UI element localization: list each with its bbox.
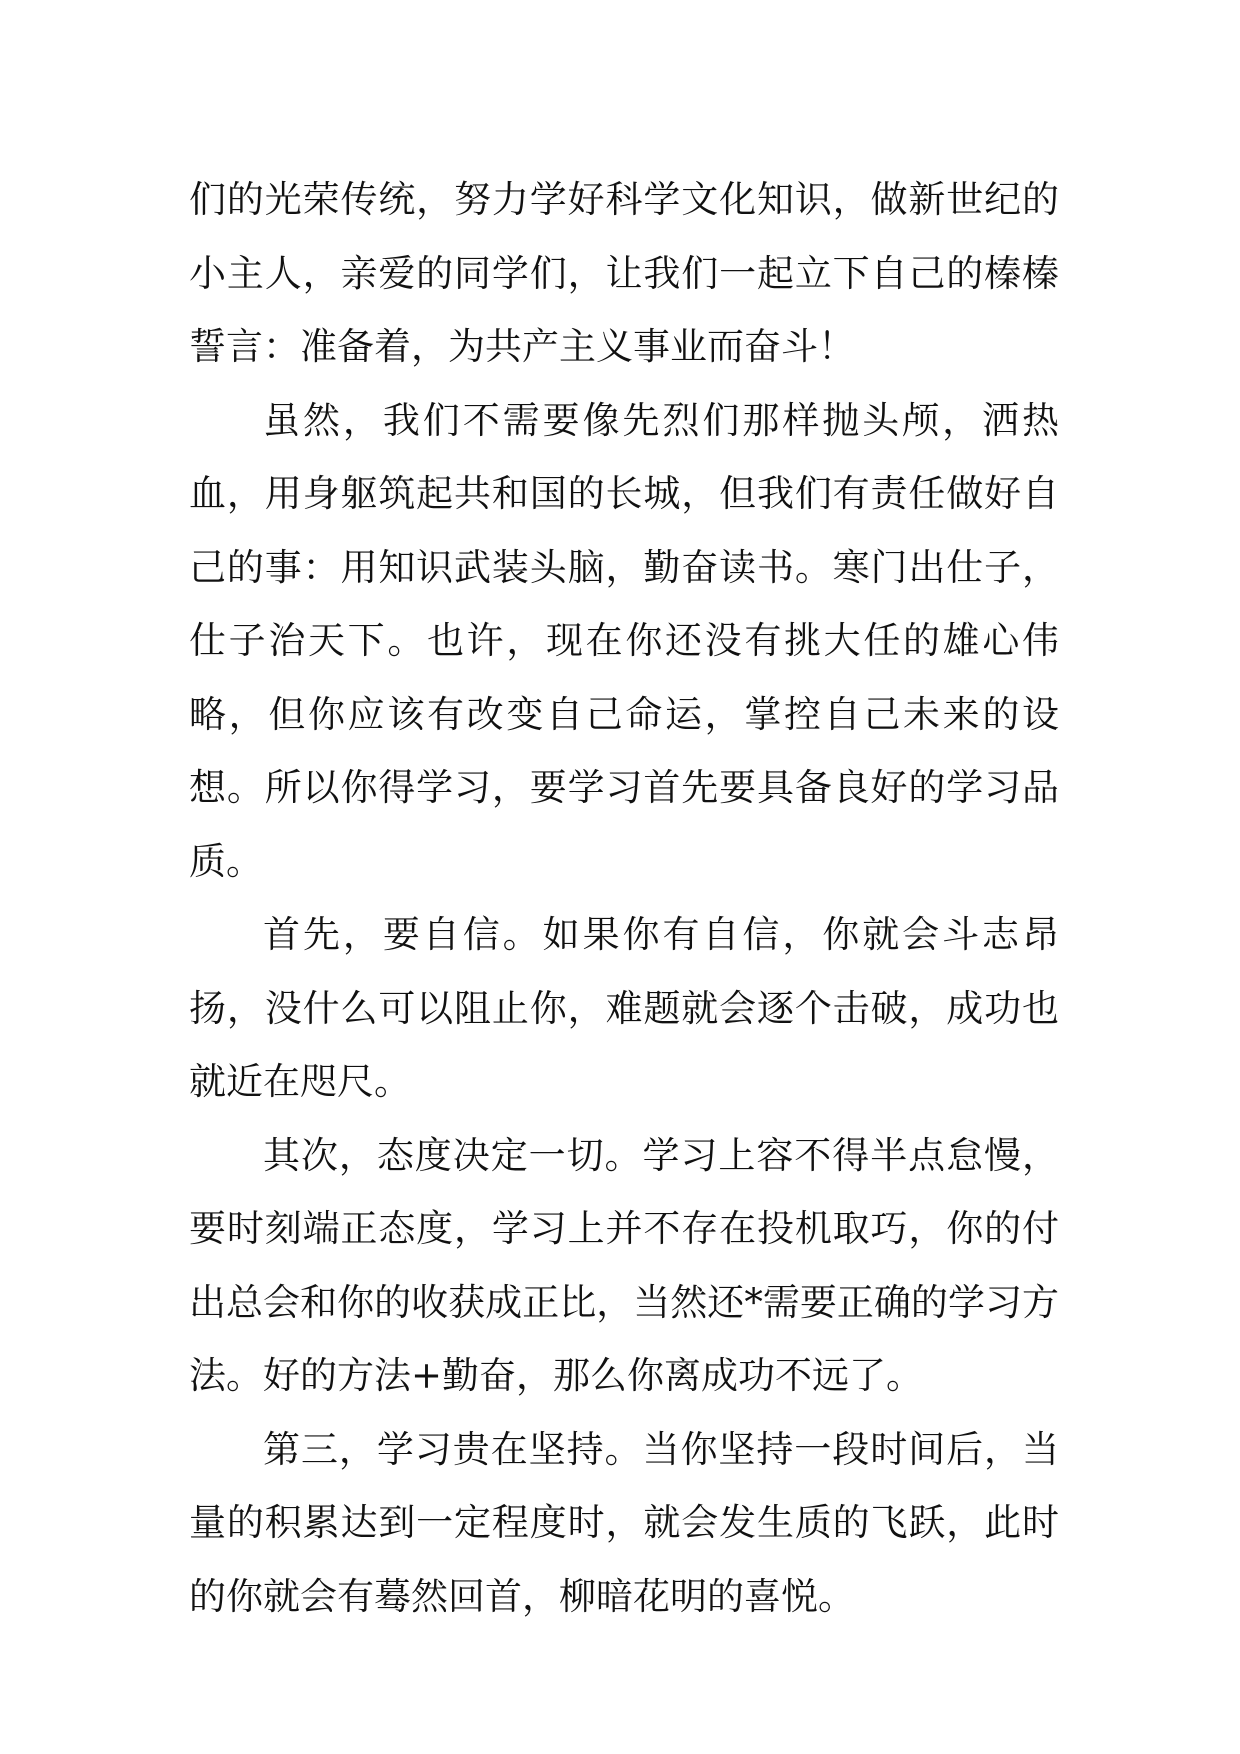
- paragraph: 虽然，我们不需要像先烈们那样抛头颅，洒热血，用身躯筑起共和国的长城，但我们有责任做好自己的事：用知识武装头脑，勤奋读书。寒门出仕子，仕子治天下。也许，现在你还没有挑大任的雄心伟略，但你应该有改变自己命运，掌控自己未来的设想。所以你得学习，要学习首先要具备良好的学习品质。: [189, 398, 1059, 883]
- document-body: [189, 163, 1059, 1633]
- paragraph-continued: 们的光荣传统，努力学好科学文化知识，做新世纪的小主人，亲爱的同学们，让我们一起立下自己的榛榛誓言：准备着，为共产主义事业而奋斗！: [189, 178, 1059, 368]
- paragraph: 第三，学习贵在坚持。当你坚持一段时间后，当量的积累达到一定程度时，就会发生质的飞跃，此时的你就会有蓦然回首，柳暗花明的喜悦。: [189, 1427, 1059, 1618]
- paragraph: 首先，要自信。如果你有自信，你就会斗志昂扬，没什么可以阻止你，难题就会逐个击破，成功也就近在咫尺。: [189, 913, 1059, 1103]
- paragraph: 其次，态度决定一切。学习上容不得半点怠慢，要时刻端正态度，学习上并不存在投机取巧，你的付出总会和你的收获成正比，当然还*需要正确的学习方法。好的方法+勤奋，那么你离成功不远了。: [189, 1133, 1059, 1397]
